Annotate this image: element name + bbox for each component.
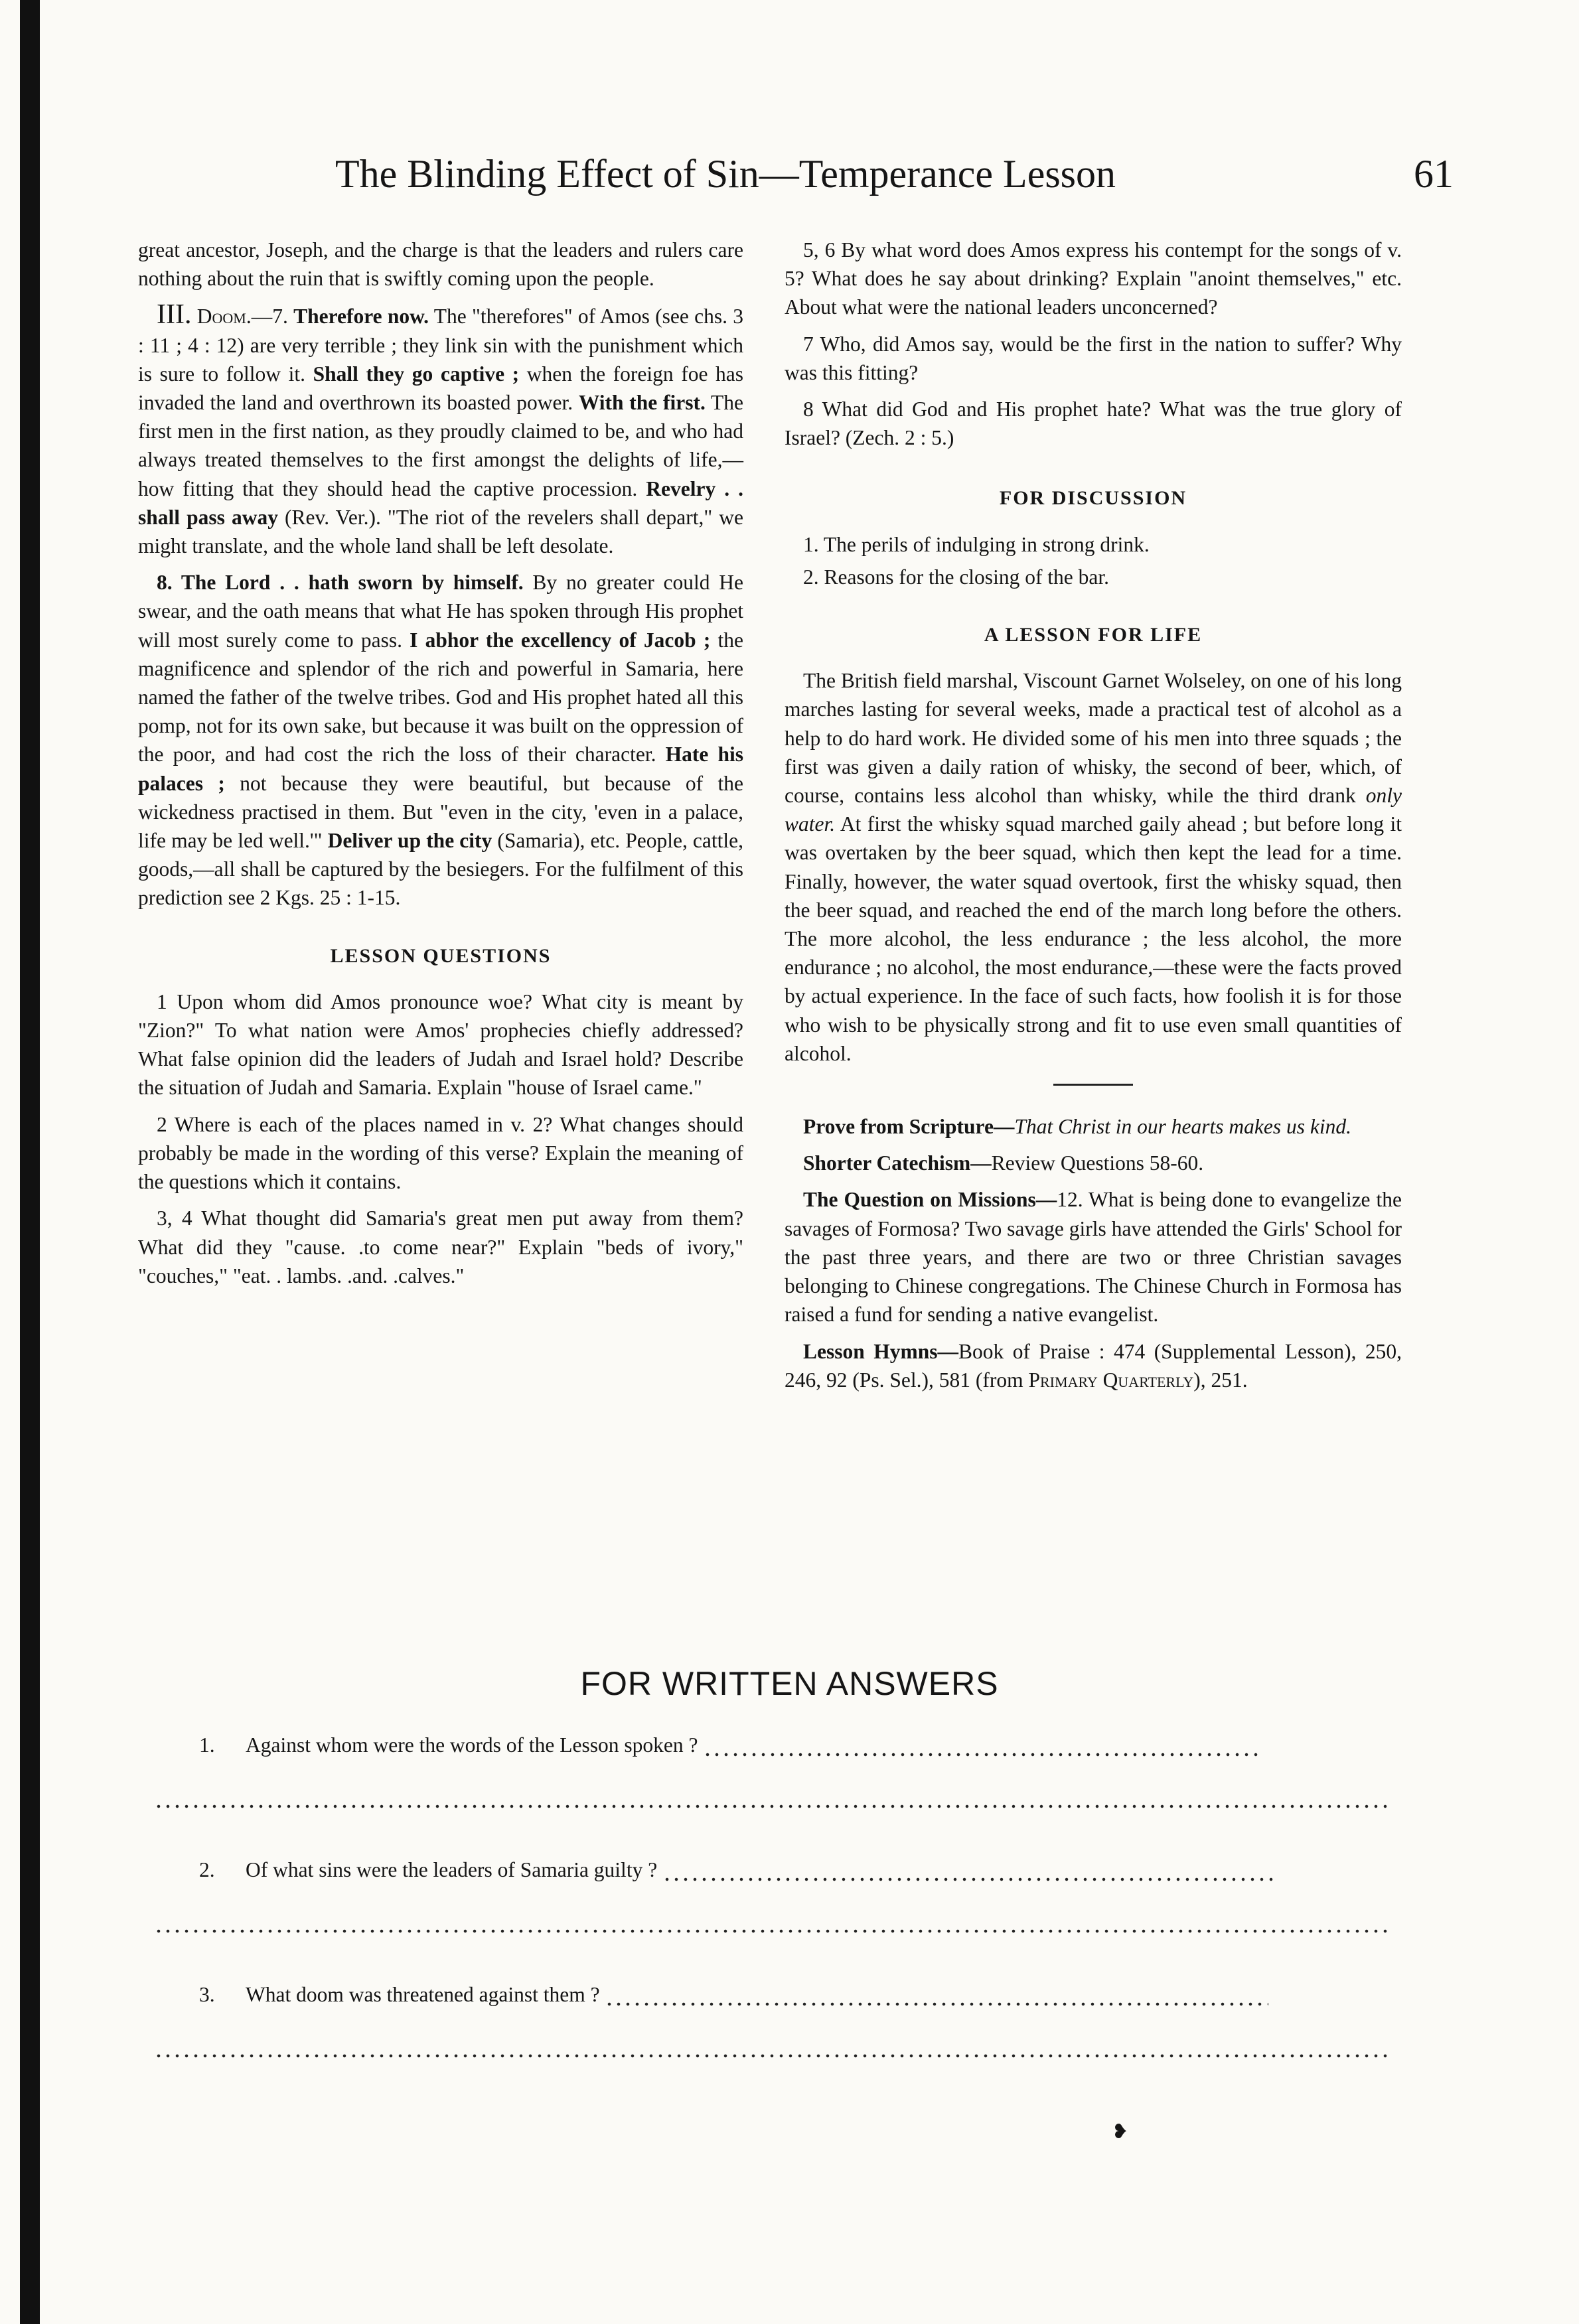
prove-text: That Christ in our hearts makes us kind. bbox=[1014, 1115, 1351, 1139]
binding-edge bbox=[20, 0, 40, 2324]
missions-text: 12. What is being done to evangelize the savages of Formosa? Two savage girls have attended the Girls' School for the past three years, and there are two or three Christian savages belonging to Chinese congregations. The Chinese Church in Formosa has raised a fund for sending a native evangelist. bbox=[785, 1188, 1402, 1327]
question-on-missions bbox=[785, 1185, 1402, 1329]
hymns-end: ), 251. bbox=[1193, 1368, 1248, 1392]
divider-rule bbox=[1053, 1084, 1133, 1086]
section-heading: Doom.—7. bbox=[196, 305, 288, 328]
hymns-label: Lesson Hymns— bbox=[803, 1339, 958, 1363]
answer-line-1[interactable] bbox=[154, 1804, 1389, 1809]
question-text: Against whom were the words of the Lesson spoken ? bbox=[246, 1733, 698, 1757]
lesson-hymns bbox=[785, 1337, 1402, 1394]
discussion-heading: FOR DISCUSSION bbox=[999, 487, 1187, 510]
paragraph-text: when the foreign foe has invaded the land and overthrown its boasted power. bbox=[138, 362, 744, 415]
question-number: 2. bbox=[199, 1858, 215, 1881]
ornament-icon: ❥ bbox=[1112, 2121, 1129, 2143]
missions-label: The Question on Missions— bbox=[803, 1188, 1057, 1212]
answer-line-2[interactable] bbox=[154, 1928, 1389, 1934]
left-column bbox=[138, 236, 743, 1298]
section-number: III. bbox=[157, 299, 192, 330]
paragraph-text: (Rev. Ver.). "The riot of the revelers shall depart," we might translate, and the whole land shall be left desolate. bbox=[138, 505, 743, 558]
discussion-item-2: 2. Reasons for the closing of the bar. bbox=[803, 565, 1110, 589]
paragraph-text: The British field marshal, Viscount Garnet Wolseley, on one of his long marches lasting for several weeks, made a practical test of alcohol as a help to do hard work. He divided some of his men into three squads ; the first was given a daily ration of whisky, the second of beer, which, of course, contains less alcohol than whisky, while the third drank bbox=[785, 669, 1402, 808]
paragraph-text: not because they were beautiful, but because of the wickedness practised in them. But "even in the city, 'even in a palace, life may be led well.'" bbox=[138, 771, 744, 853]
right-column bbox=[785, 236, 1402, 1402]
paragraph-sworn bbox=[138, 568, 743, 912]
phrase-captive: Shall they go captive ; bbox=[313, 362, 520, 386]
question-number: 3. bbox=[199, 1983, 215, 2006]
paragraph-text: the magnificence and splendor of the rich and powerful in Samaria, here named the father of the twelve tribes. God and His prophet hated all this pomp, not for its own sake, but because it was built on the oppression of the poor, and had cost the rich the loss of their character. bbox=[138, 628, 744, 766]
lesson-questions-heading: LESSON QUESTIONS bbox=[330, 944, 552, 967]
prove-label: Prove from Scripture— bbox=[803, 1115, 1015, 1139]
question-text: Of what sins were the leaders of Samaria guilty ? bbox=[246, 1858, 658, 1881]
shorter-catechism bbox=[785, 1149, 1402, 1177]
written-question-2 bbox=[199, 1858, 1273, 1882]
lesson-for-life-heading: A LESSON FOR LIFE bbox=[984, 624, 1203, 646]
running-title: The Blinding Effect of Sin—Temperance Lesson bbox=[335, 152, 1116, 196]
written-answers-title: FOR WRITTEN ANSWERS bbox=[580, 1665, 999, 1702]
hymns-quarterly: Primary Quarterly bbox=[1028, 1368, 1194, 1392]
answer-dots[interactable] bbox=[605, 2001, 1268, 2007]
answer-dots[interactable] bbox=[662, 1877, 1273, 1882]
catechism-text: Review Questions 58-60. bbox=[991, 1151, 1204, 1175]
phrase-with-the-first: With the first. bbox=[578, 391, 706, 415]
discussion-item-1: 1. The perils of indulging in strong drink. bbox=[803, 532, 1150, 556]
paragraph-text: (Samaria), etc. People, cattle, goods,—all shall be captured by the besiegers. For the fulfilment of this prediction see 2 Kgs. 25 : 1-15. bbox=[138, 829, 744, 910]
question-2: 2 Where is each of the places named in v. 2? What changes should probably be made in the wording of this verse? Explain the meaning of the questions which it contains. bbox=[138, 1112, 743, 1194]
phrase-revelry: Revelry . . shall pass away bbox=[138, 476, 744, 529]
prove-from-scripture bbox=[785, 1112, 1402, 1141]
page-number: 61 bbox=[1414, 152, 1454, 196]
hymns-text: Book of Praise : 474 (Supplemental Lesson), 250, 246, 92 (Ps. Sel.), 581 (from bbox=[785, 1339, 1402, 1392]
phrase-therefore-now: Therefore now. bbox=[293, 305, 429, 328]
emphasis-only-water: only water. bbox=[785, 784, 1402, 836]
written-question-3 bbox=[199, 1983, 1268, 2007]
paragraph-text: At first the whisky squad marched gaily ahead ; but before long it was overtaken by the beer squad, which then kept the lead for a time. Finally, however, the water squad overtook, first the whisky squad, then the beer squad, and reached the end of the march long before the others. The more alcohol, the less endurance ; the less alcohol, the more endurance ; no alcohol, the most endurance,—these were the facts proved by actual experience. In the face of such facts, how foolish it is for those who wish to be physically strong and fit to use even small quantities of alcohol. bbox=[785, 812, 1402, 1065]
question-3-4: 3, 4 What thought did Samaria's great men put away from them? What did they "cause. .to come near?" Explain "beds of ivory," "couches," "eat. . lambs. .and. .calves." bbox=[138, 1206, 743, 1287]
phrase-hate-palaces: Hate his palaces ; bbox=[138, 743, 743, 795]
question-5-6: 5, 6 By what word does Amos express his contempt for the songs of v. 5? What does he say about drinking? Explain "anoint themselves," etc. About what were the national leaders unconcerned? bbox=[785, 238, 1402, 319]
paragraph-text: The "therefores" of Amos (see chs. 3 : 11 ; 4 : 12) are very terrible ; they link sin with the punishment which is sure to follow it. bbox=[138, 305, 744, 386]
phrase-abhor: I abhor the excellency of Jacob ; bbox=[410, 628, 711, 652]
page-header bbox=[192, 151, 1454, 204]
answer-line-3[interactable] bbox=[154, 2053, 1389, 2059]
written-question-1 bbox=[199, 1733, 1260, 1757]
question-1: 1 Upon whom did Amos pronounce woe? What city is meant by "Zion?" To what nation were Amos' prophecies chiefly addressed? What false opinion did the leaders of Judah and Israel hold? Describe the situation of Judah and Samaria. Explain "house of Israel came." bbox=[138, 989, 743, 1100]
question-text: What doom was threatened against them ? bbox=[246, 1983, 600, 2006]
lesson-for-life-text bbox=[785, 666, 1402, 1068]
question-7: 7 Who, did Amos say, would be the first in the nation to suffer? Why was this fitting? bbox=[785, 332, 1402, 384]
paragraph-text: The first men in the first nation, as they proudly claimed to be, and who had always treated themselves to the first amongst the delights of life,—how fitting that they should head the captive procession. bbox=[138, 391, 743, 500]
paragraph-doom bbox=[138, 301, 743, 560]
phrase-deliver-city: Deliver up the city bbox=[327, 829, 492, 853]
phrase-lord-sworn: 8. The Lord . . hath sworn by himself. bbox=[157, 571, 524, 595]
question-number: 1. bbox=[199, 1733, 215, 1757]
paragraph-ancestor: great ancestor, Joseph, and the charge is that the leaders and rulers care nothing about the ruin that is swiftly coming upon the people. bbox=[138, 238, 743, 291]
question-8: 8 What did God and His prophet hate? What was the true glory of Israel? (Zech. 2 : 5.) bbox=[785, 398, 1402, 450]
answer-dots[interactable] bbox=[703, 1752, 1260, 1757]
catechism-label: Shorter Catechism— bbox=[803, 1151, 992, 1175]
paragraph-text: By no greater could He swear, and the oath means that what He has spoken through His prophet will most surely come to pass. bbox=[138, 571, 744, 652]
